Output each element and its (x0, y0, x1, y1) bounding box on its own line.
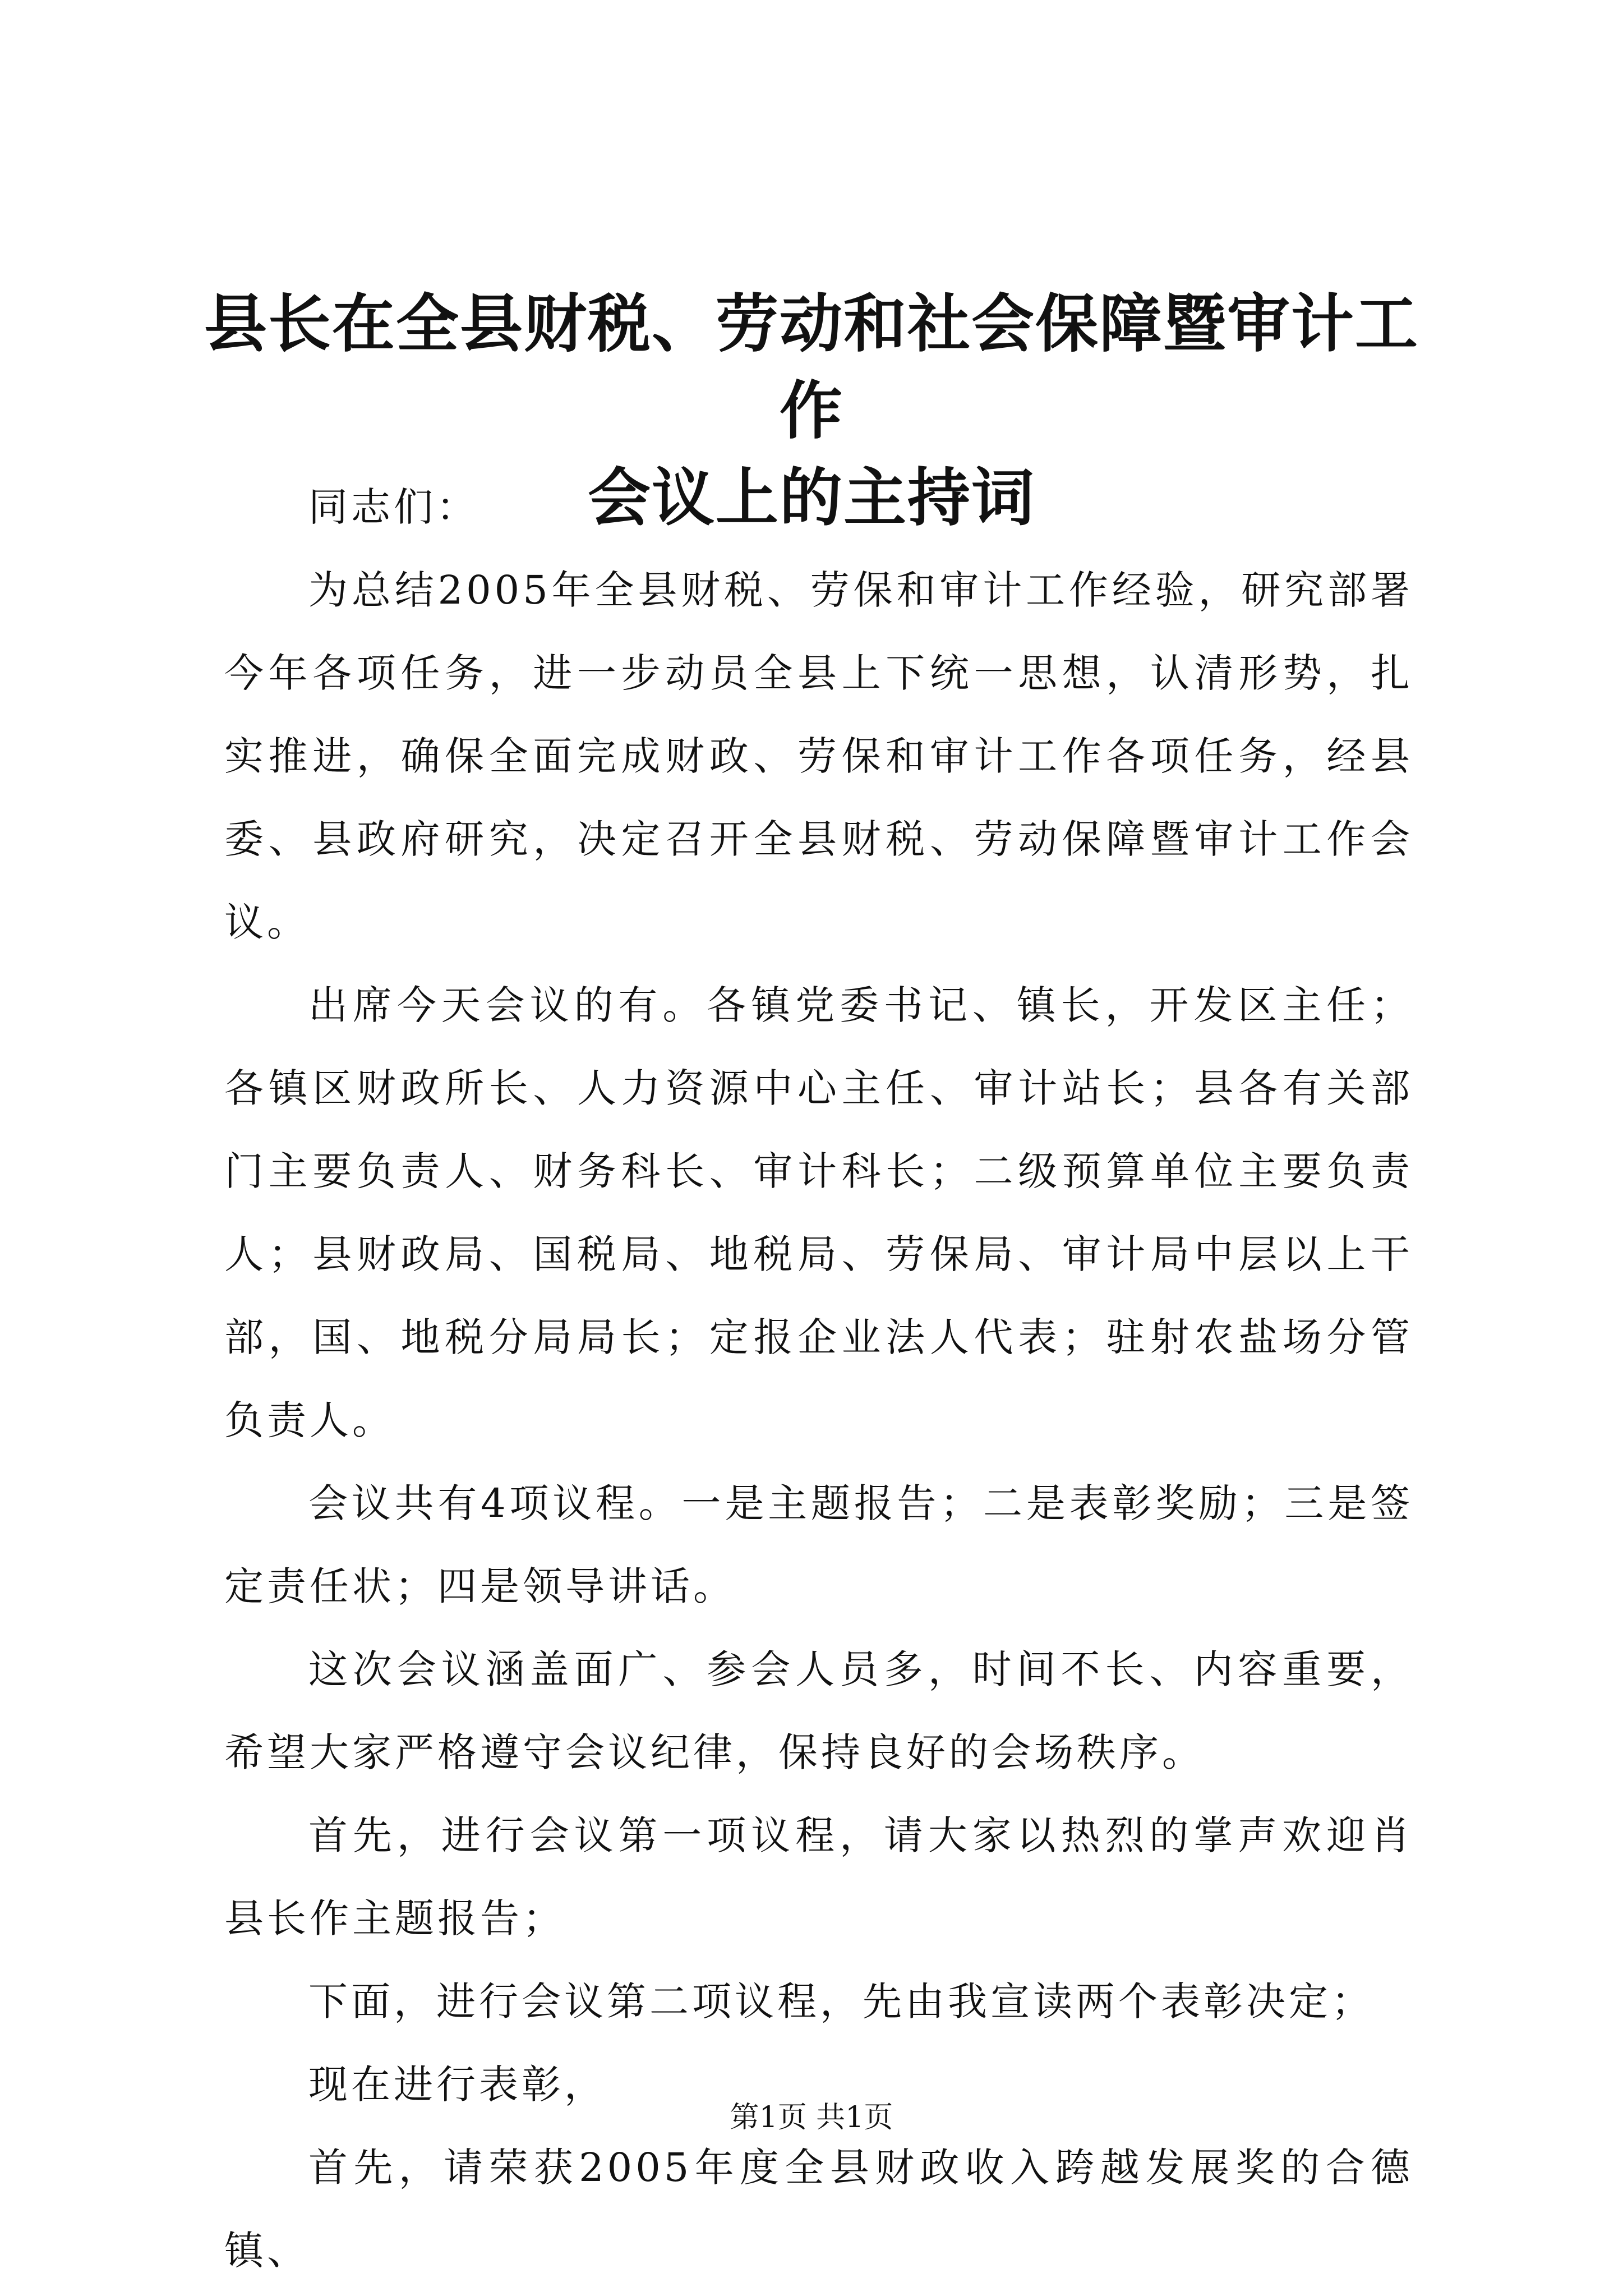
paragraph-meeting-purpose: 为总结2005年全县财税、劳保和审计工作经验，研究部署今年各项任务，进一步动员全县上下统一思想，认清形势，扎实推进，确保全面完成财政、劳保和审计工作各项任务，经县委、县政府研究，决定召开全县财税、劳动保障暨审计工作会议。 (224, 567, 1413, 945)
paragraph-second-item: 下面，进行会议第二项议程，先由我宣读两个表彰决定； (308, 1978, 1374, 2024)
document-title-line-1: 县长在全县财税、劳动和社会保障暨审计工作 (204, 287, 1419, 448)
paragraph-salutation: 同志们： (308, 484, 479, 530)
paragraph-first-item: 首先，进行会议第一项议程，请大家以热烈的掌声欢迎肖县长作主题报告； (224, 1812, 1413, 1941)
paragraph-discipline: 这次会议涵盖面广、参会人员多，时间不长、内容重要，希望大家严格遵守会议纪律，保持良好的会场秩序。 (224, 1646, 1413, 1775)
paragraph-award: 首先，请荣获2005年度全县财政收入跨越发展奖的合德镇、 (224, 2145, 1413, 2274)
page-number-footer: 第1页 共1页 (730, 2101, 893, 2134)
paragraph-agenda: 会议共有4项议程。一是主题报告；二是表彰奖励；三是签定责任状；四是领导讲话。 (224, 1480, 1413, 1609)
document-title-line-2: 会议上的主持词 (588, 461, 1035, 535)
paragraph-attendees: 出席今天会议的有。各镇党委书记、镇长，开发区主任；各镇区财政所长、人力资源中心主任、审计站长；县各有关部门主要负责人、财务科长、审计科长；二级预算单位主要负责人；县财政局、国税局、地税局、劳保局、审计局中层以上干部，国、地税分局局长；定报企业法人代表；驻射农盐场分管负责人。 (224, 982, 1413, 1443)
paragraph-commendation: 现在进行表彰， (308, 2062, 607, 2108)
document-body (224, 466, 1413, 2292)
